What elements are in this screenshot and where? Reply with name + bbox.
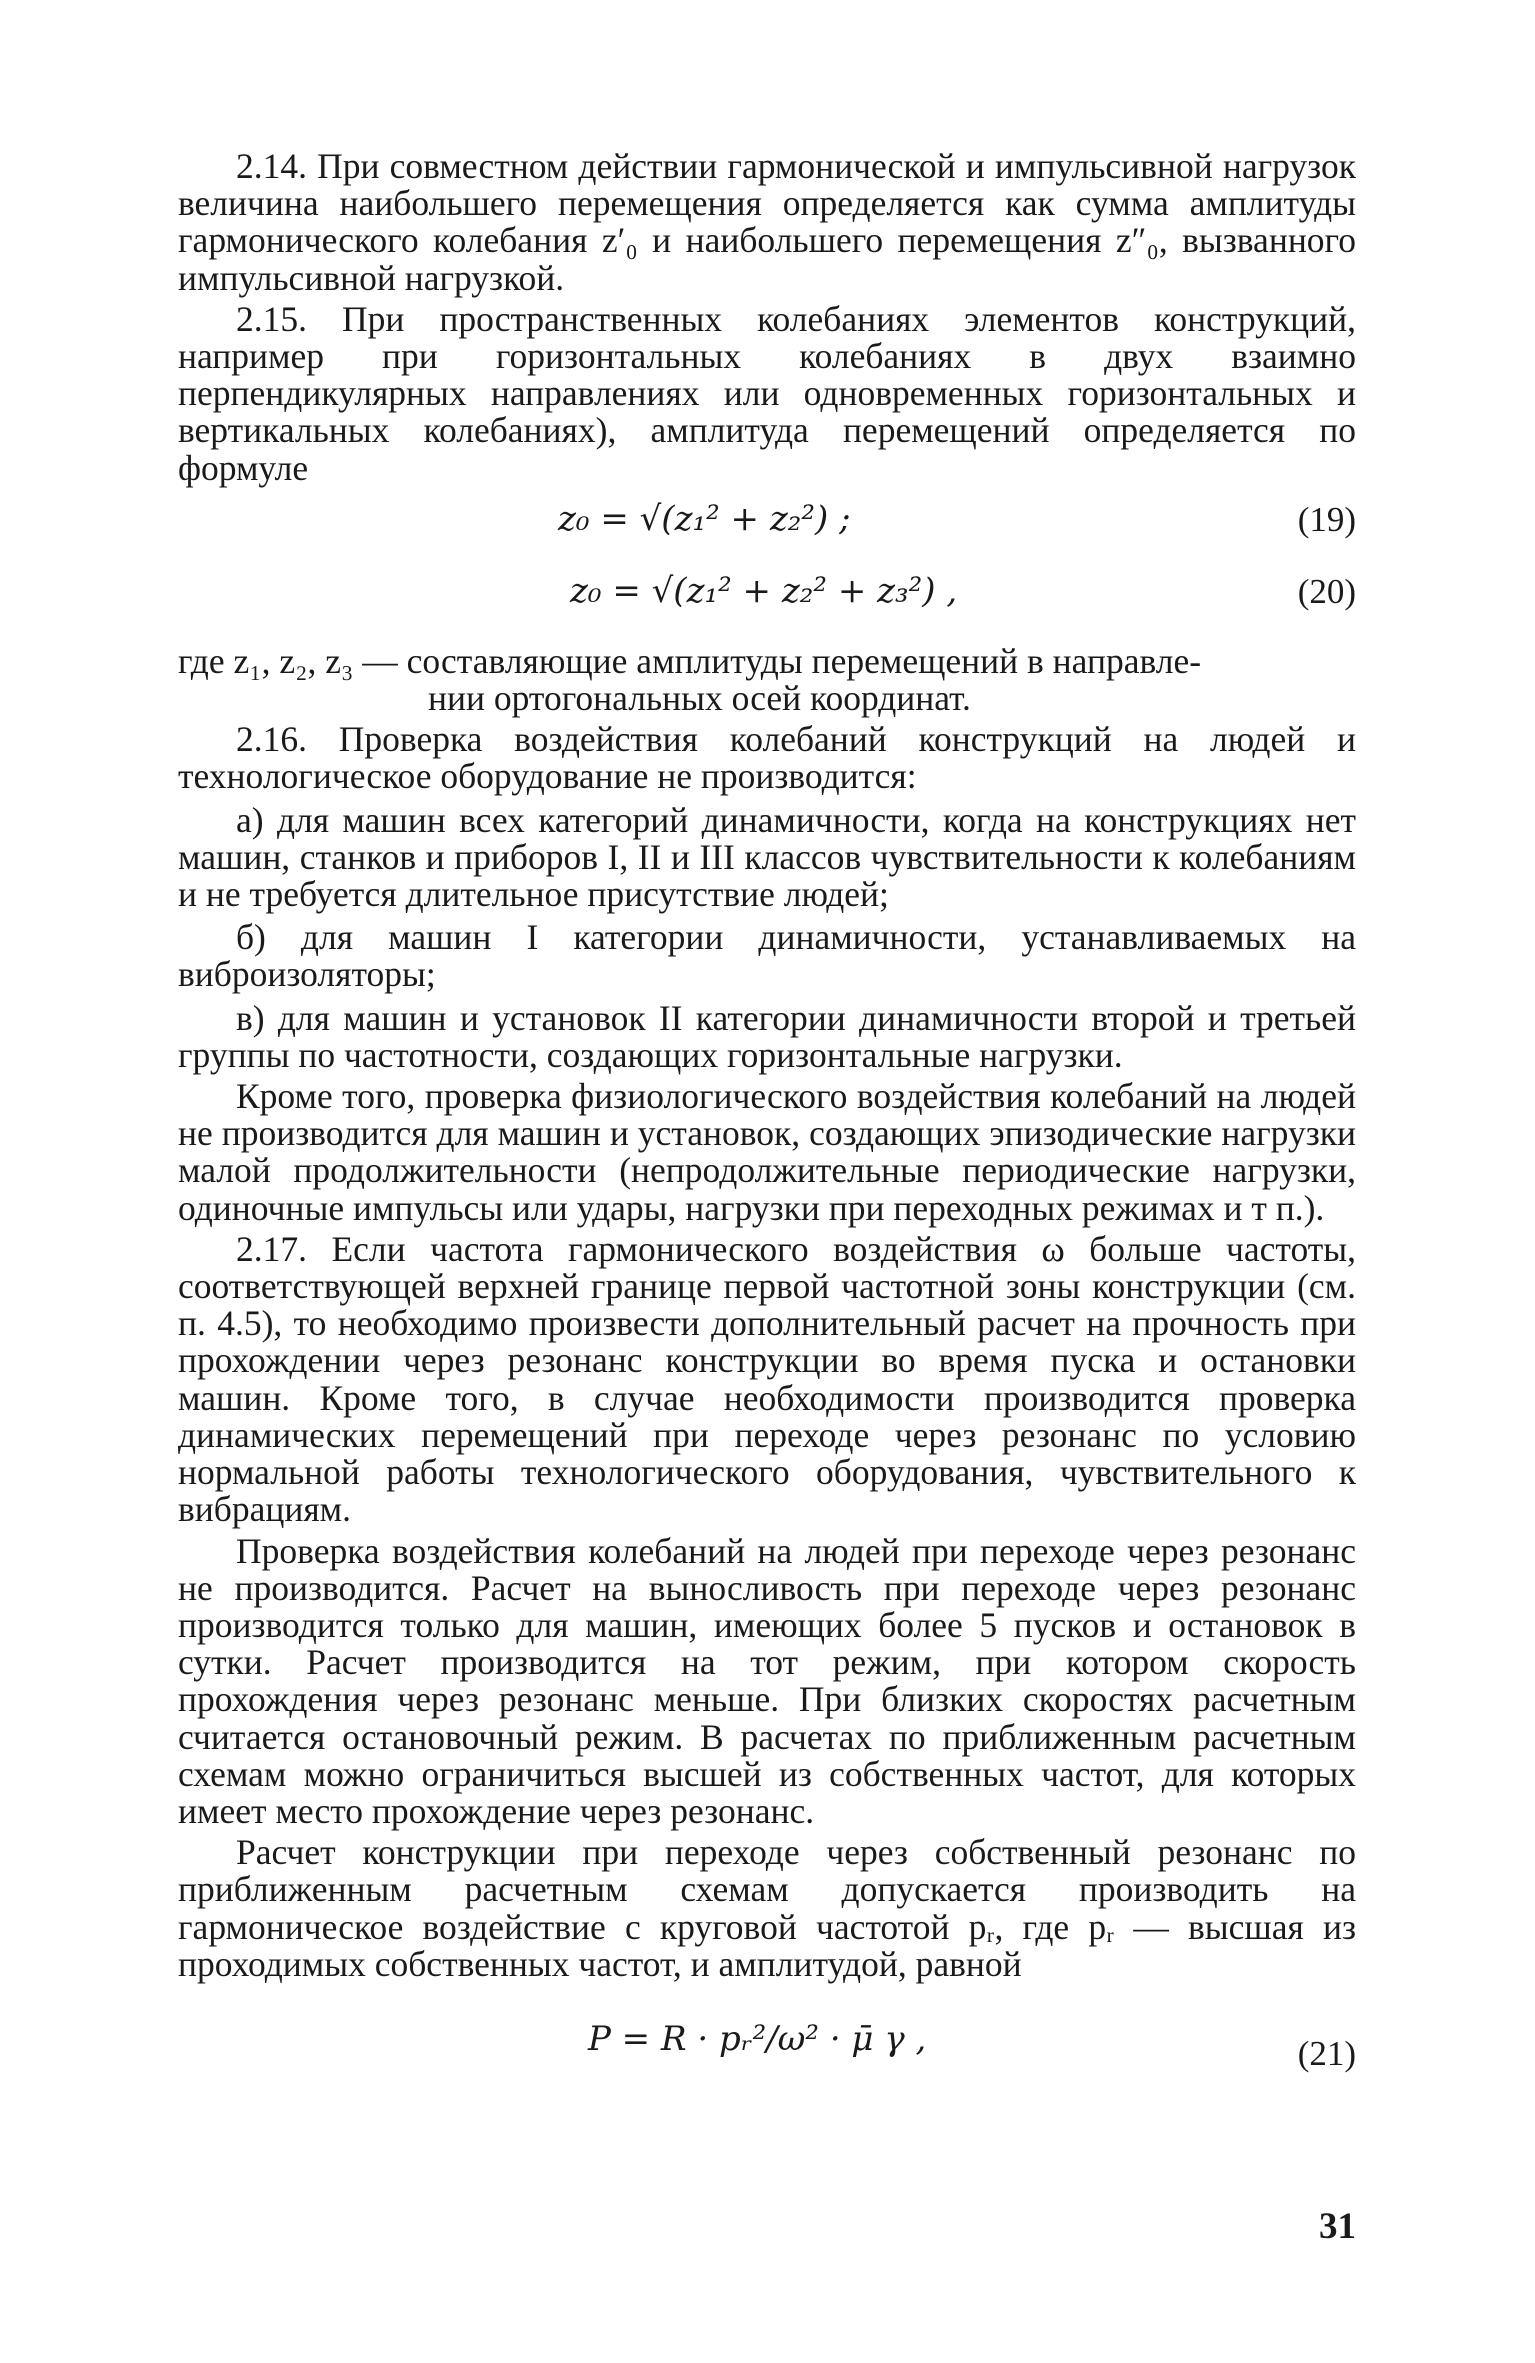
document-body xyxy=(178,148,1356,2111)
paragraph-proverka: Проверка воздействия колебаний на людей при переходе через резонанс не производится. Расчет на выносливость при переходе через резонанс производится только для машин, имеющих более 5 пусков и остановок в сутки. Расчет производится на тот режим, при котором скорость прохождения через резонанс меньше. При близких скоростях расчетным считается остановочный режим. В расчетах по приближенным расчетным схемам можно ограничиться высшей из собственных частот, для которых имеет место прохождение через резонанс. xyxy=(178,1530,1356,1831)
equation-19-number: (19) xyxy=(1297,499,1356,539)
where-clause-label: где z₁, z₂, z₃ — составляющие амплитуды перемещений в направле- xyxy=(178,640,1202,681)
equation-19 xyxy=(178,495,1356,559)
equation-20-number: (20) xyxy=(1297,571,1356,611)
equation-21 xyxy=(178,1991,1356,2111)
equation-20 xyxy=(178,567,1356,631)
equation-20-formula: z₀ = √(z₁² + z₂² + z₃²) , xyxy=(570,570,958,611)
paragraph-2-14: 2.14. При совместном действии гармонической и импульсивной нагрузок величина наибольшего перемещения определяется как сумма амплитуды гармонического колебания z′₀ и наибольшего перемещения z″₀, вызванного импульсивной нагрузкой. xyxy=(178,146,1356,298)
paragraph-raschet: Расчет конструкции при переходе через собственный резонанс по приближенным расчетным схемам допускается производить на гармоническое воздействие с круговой частотой pᵣ, где pᵣ — высшая из проходимых собственных частот, и амплитудой, равной xyxy=(178,1832,1356,1984)
equation-21-formula: P = R · pᵣ²/ω² · μ̄ γ , xyxy=(588,2018,927,2059)
list-item-b: б) для машин I категории динамичности, устанавливаемых на виброизоляторы; xyxy=(178,917,1356,995)
where-clause xyxy=(178,640,1356,719)
paragraph-2-15: 2.15. При пространственных колебаниях элементов конструкций, например при горизонтальных колебаниях в двух взаимно перпендикулярных направлениях или одновременных горизонтальных и вертикальных колебаниях), амплитуда перемещений определяется по формуле xyxy=(178,298,1356,488)
list-item-a: а) для машин всех категорий динамичности, когда на конструкциях нет машин, станков и приборов I, II и III классов чувствительности к колебаниям и не требуется длительное присутствие людей; xyxy=(178,799,1356,915)
where-clause-continuation: нии ортогональных осей координат. xyxy=(428,678,971,719)
equation-21-number: (21) xyxy=(1297,2033,1356,2073)
list-item-v: в) для машин и установок II категории динамичности второй и третьей группы по частотности, создающих горизонтальные нагрузки. xyxy=(178,997,1356,1075)
paragraph-2-16: 2.16. Проверка воздействия колебаний конструкций на людей и технологическое оборудование не производится: xyxy=(178,719,1356,797)
equation-19-formula: z₀ = √(z₁² + z₂²) ; xyxy=(558,498,851,539)
page-number: 31 xyxy=(1319,2206,1356,2247)
paragraph-krome: Кроме того, проверка физиологического воздействия колебаний на людей не производится для машин и установок, создающих эпизодические нагрузки малой продолжительности (непродолжительные периодические нагрузки, одиночные импульсы или удары, нагрузки при переходных режимах и т п.). xyxy=(178,1076,1356,1228)
paragraph-2-17: 2.17. Если частота гармонического воздействия ω больше частоты, соответствующей верхней границе первой частотной зоны конструкции (см. п. 4.5), то необходимо произвести дополнительный расчет на прочность при прохождении через резонанс конструкции во время пуска и остановки машин. Кроме того, в случае необходимости производится проверка динамических перемещений при переходе через резонанс по условию нормальной работы технологического оборудования, чувствительного к вибрациям. xyxy=(178,1228,1356,1530)
